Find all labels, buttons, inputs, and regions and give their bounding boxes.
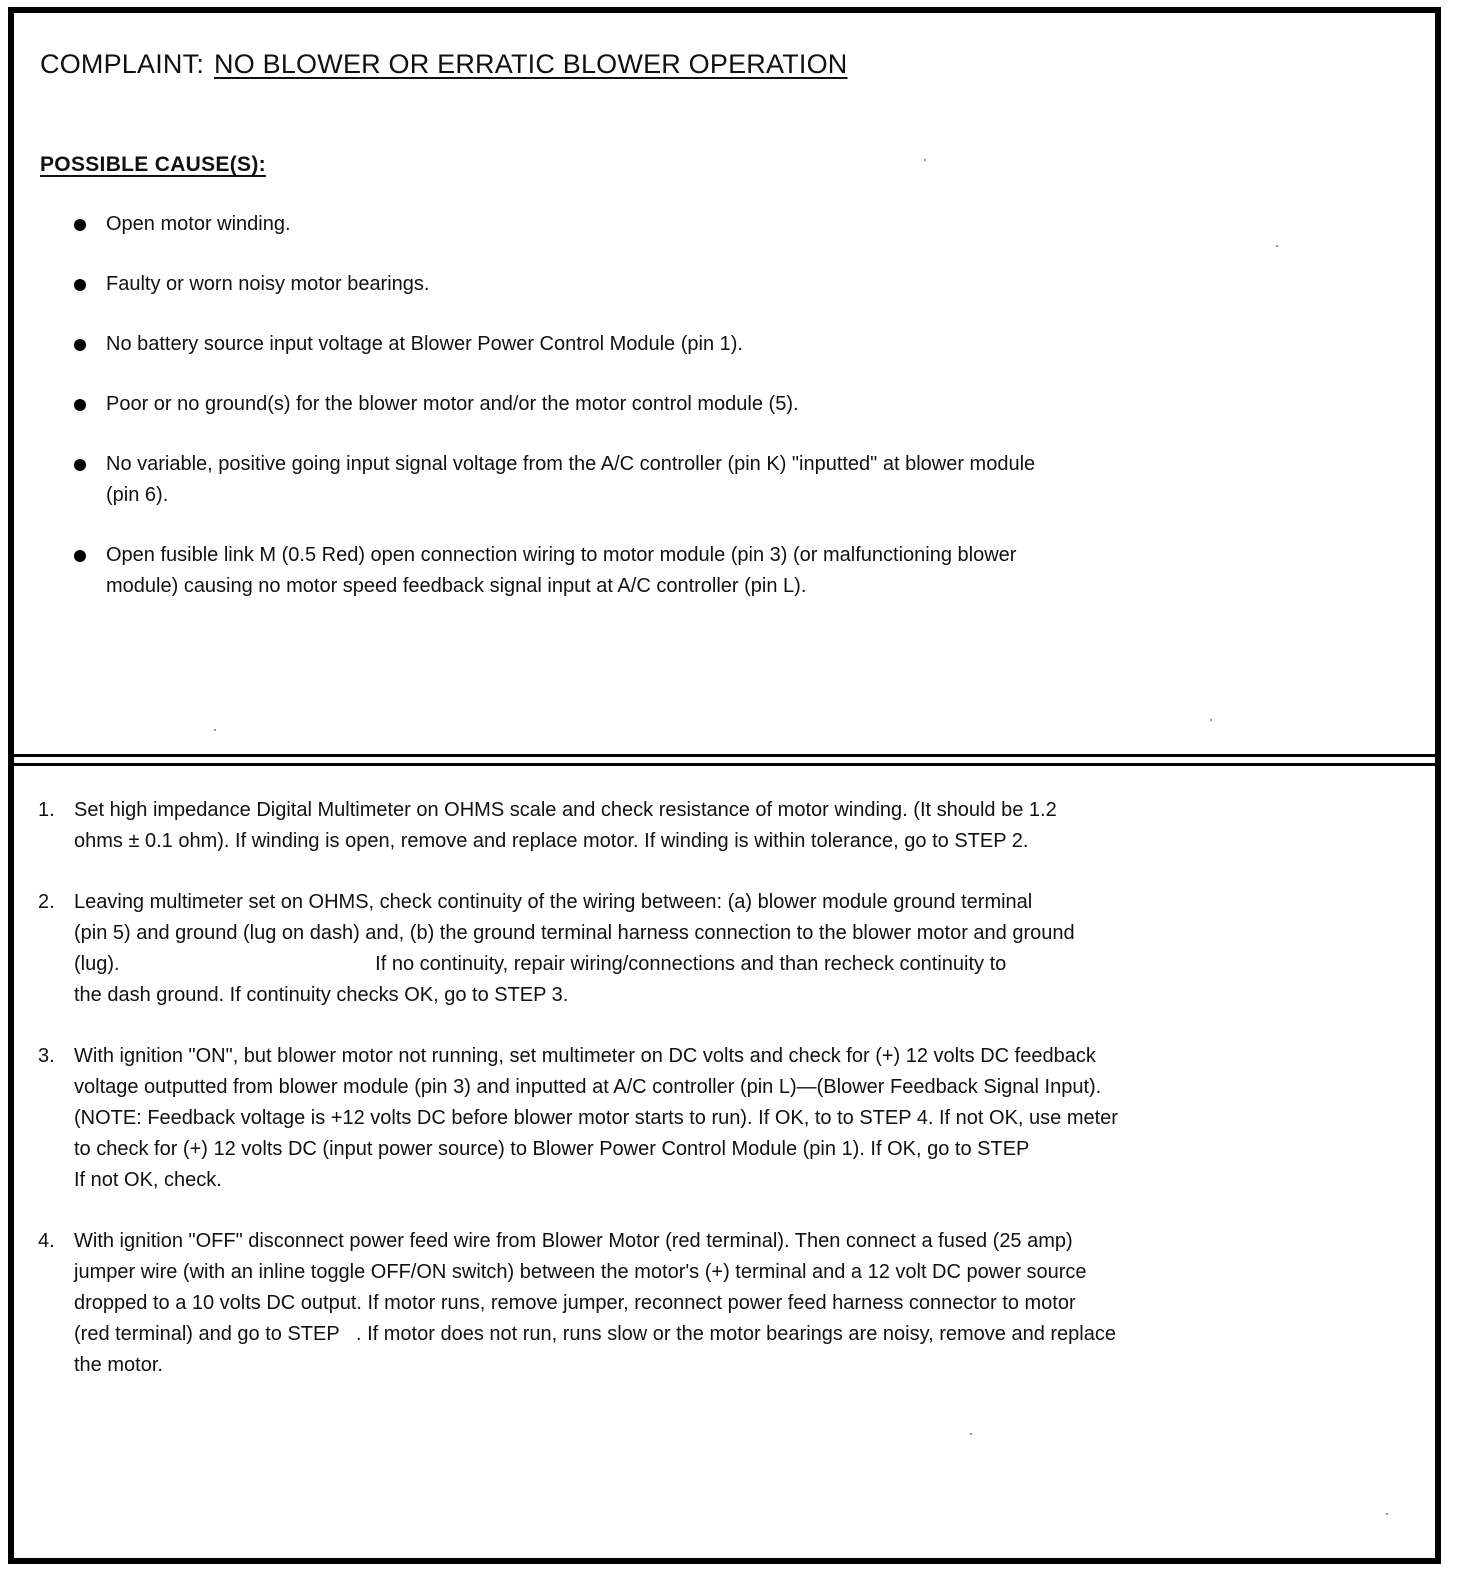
scan-speck <box>1276 245 1278 247</box>
bullet-icon <box>74 339 86 351</box>
cause-text: module) causing no motor speed feedback signal input at A/C controller (pin L). <box>106 575 807 597</box>
step-item <box>38 795 1413 857</box>
cause-text: Open motor winding. <box>106 213 291 235</box>
step-text: With ignition "ON", but blower motor not running, set multimeter on DC volts and check for (+) 12 volts DC feedback <box>74 1045 1096 1067</box>
step-text: voltage outputted from blower module (pin 3) and inputted at A/C controller (pin L)—(Blower Feedback Signal Input). <box>74 1076 1102 1098</box>
step-text: dropped to a 10 volts DC output. If motor runs, remove jumper, reconnect power feed harness connector to motor <box>74 1292 1076 1314</box>
step-text: (NOTE: Feedback voltage is +12 volts DC before blower motor starts to run). If OK, to to STEP 4. If not OK, use meter <box>74 1107 1118 1129</box>
cause-text: Faulty or worn noisy motor bearings. <box>106 273 430 295</box>
section-divider <box>14 754 1435 766</box>
cause-text: Open fusible link M (0.5 Red) open connection wiring to motor module (pin 3) (or malfunctioning blower <box>106 544 1017 566</box>
complaint-label: COMPLAINT: <box>40 49 205 79</box>
cause-text: (pin 6). <box>106 484 169 506</box>
scan-speck <box>924 159 926 161</box>
step-text: If not OK, check. <box>74 1169 222 1191</box>
bullet-icon <box>74 459 86 471</box>
document-frame <box>8 7 1441 1564</box>
bullet-icon <box>74 279 86 291</box>
step-text: Leaving multimeter set on OHMS, check continuity of the wiring between: (a) blower module ground terminal <box>74 891 1033 913</box>
cause-item <box>70 389 1330 420</box>
step-text: Set high impedance Digital Multimeter on OHMS scale and check resistance of motor winding. (It should be 1.2 <box>74 799 1057 821</box>
cause-item <box>70 209 1330 240</box>
scan-speck <box>214 729 216 731</box>
complaint-value: NO BLOWER OR ERRATIC BLOWER OPERATION <box>214 49 848 79</box>
step-number: 2. <box>38 891 55 913</box>
step-item <box>38 1041 1413 1196</box>
complaint-title <box>40 49 848 80</box>
possible-causes-list <box>70 209 1330 631</box>
scan-speck <box>1210 719 1212 721</box>
step-text: jumper wire (with an inline toggle OFF/ON switch) between the motor's (+) terminal and a 12 volt DC power source <box>74 1261 1087 1283</box>
step-number: 3. <box>38 1045 55 1067</box>
scan-speck <box>1386 1513 1388 1515</box>
cause-item <box>70 449 1330 511</box>
cause-item <box>70 540 1330 602</box>
complaint-section <box>14 13 1435 753</box>
step-item <box>38 887 1413 1011</box>
bullet-icon <box>74 399 86 411</box>
step-text: the motor. <box>74 1354 163 1376</box>
step-text: the dash ground. If continuity checks OK, go to STEP 3. <box>74 984 569 1006</box>
step-number: 4. <box>38 1230 55 1252</box>
cause-text: Poor or no ground(s) for the blower motor and/or the motor control module (5). <box>106 393 799 415</box>
step-text: to check for (+) 12 volts DC (input power source) to Blower Power Control Module (pin 1). If OK, go to STEP <box>74 1138 1030 1160</box>
step-number: 1. <box>38 799 55 821</box>
step-text: With ignition "OFF" disconnect power feed wire from Blower Motor (red terminal). Then connect a fused (25 amp) <box>74 1230 1073 1252</box>
step-item <box>38 1226 1413 1381</box>
step-text: (red terminal) and go to STEP . If motor does not run, runs slow or the motor bearings are noisy, remove and replace <box>74 1323 1116 1345</box>
diagnostic-steps <box>38 795 1413 1411</box>
possible-causes-heading: POSSIBLE CAUSE(S): <box>40 153 266 176</box>
cause-item <box>70 329 1330 360</box>
step-text: (pin 5) and ground (lug on dash) and, (b) the ground terminal harness connection to the blower motor and ground <box>74 922 1075 944</box>
cause-text: No battery source input voltage at Blower Power Control Module (pin 1). <box>106 333 743 355</box>
cause-text: No variable, positive going input signal voltage from the A/C controller (pin K) "inputted" at blower module <box>106 453 1036 475</box>
step-text: (lug). If no continuity, repair wiring/connections and than recheck continuity to <box>74 953 1007 975</box>
bullet-icon <box>74 550 86 562</box>
scan-speck <box>970 1433 972 1435</box>
bullet-icon <box>74 219 86 231</box>
cause-item <box>70 269 1330 300</box>
step-text: ohms ± 0.1 ohm). If winding is open, remove and replace motor. If winding is within tolerance, go to STEP 2. <box>74 830 1029 852</box>
